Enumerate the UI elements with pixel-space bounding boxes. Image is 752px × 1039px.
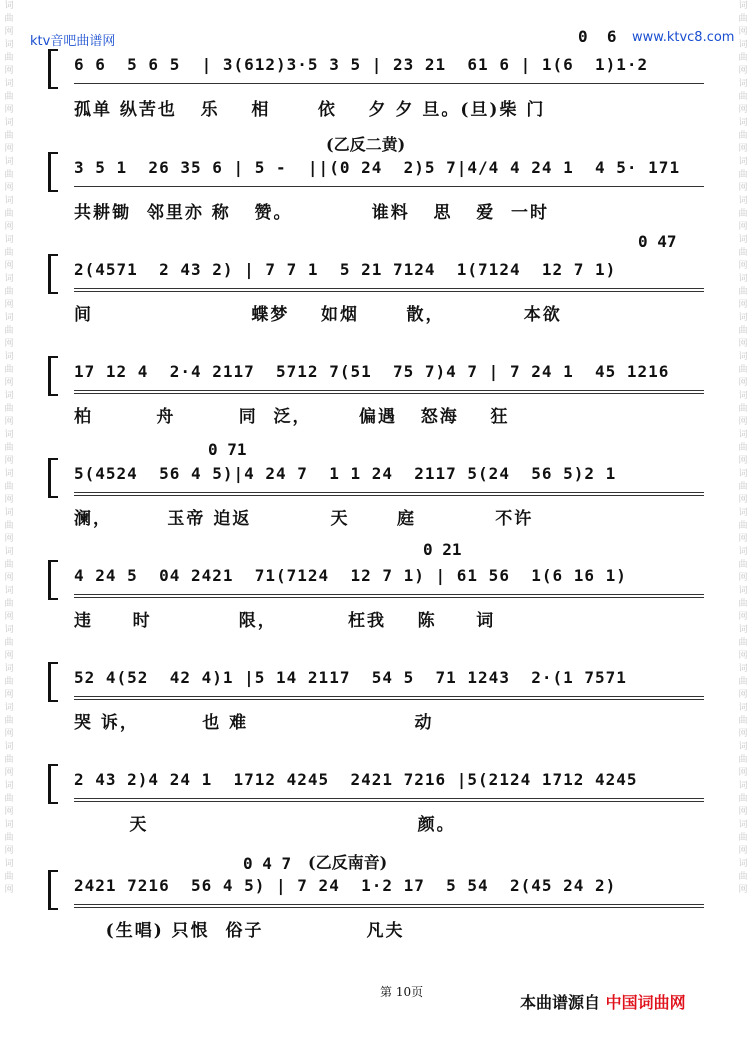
lyrics-line: 间 蝶梦 如烟 散， 本欲	[74, 305, 562, 325]
lyrics-line: 违 时 限， 枉我 陈 词	[74, 611, 496, 631]
beat-underline	[74, 492, 704, 494]
source-credit	[520, 990, 686, 1013]
lyrics-line: 天 颜。	[74, 815, 456, 835]
beat-underline	[74, 390, 704, 392]
notation-line: 2 43 2)4 24 1 1712 4245 2421 7216 |5(2124 1712 4245	[74, 770, 638, 789]
beat-underline	[74, 904, 704, 906]
site-url-right[interactable]: www.ktvc8.com	[632, 30, 735, 45]
notation-line: 4 24 5 04 2421 71(7124 12 7 1) | 61 56 1(6 16 1)	[74, 566, 627, 585]
beat-underline-double	[74, 291, 704, 293]
source-text: 本曲谱源自	[520, 993, 601, 1012]
score-row-5	[48, 440, 708, 546]
staff-bracket	[48, 49, 58, 89]
watermark-right: 词曲网词曲网词曲网词曲网词曲网词曲网词曲网词曲网词曲网词曲网词曲网词曲网词曲网词曲网词曲网词曲网词曲网词曲网词曲网词曲网词曲网词曲网词曲网	[738, 1, 748, 895]
score-row-6	[48, 540, 708, 648]
beat-underline	[74, 288, 704, 290]
beat-underline-double	[74, 907, 704, 909]
lyrics-line: 澜， 玉帝 迫返 天 庭 不许	[74, 509, 534, 529]
page-number: 第 10页	[380, 985, 424, 999]
score-row-4	[48, 352, 708, 444]
ornament-above: 0 71	[208, 440, 247, 459]
beat-underline-double	[74, 699, 704, 701]
notation-line: 17 12 4 2·4 2117 5712 7(51 75 7)4 7 | 7 24 1 45 1216	[74, 362, 670, 381]
beat-underline	[74, 696, 704, 698]
staff-bracket	[48, 560, 58, 600]
staff-bracket	[48, 662, 58, 702]
score-row-3	[48, 232, 708, 342]
staff-bracket	[48, 458, 58, 498]
lyrics-line: 哭 诉， 也 难 动	[74, 713, 434, 733]
lyrics-line: 柏 舟 同 泛， 偏遇 怒海 狂	[74, 407, 510, 427]
lyrics-line: 孤单 纵苦也 乐 相 依 夕 夕 旦。(旦)柴 门	[74, 100, 546, 120]
staff-bracket	[48, 254, 58, 294]
beat-underline-double	[74, 597, 704, 599]
score-row-8	[48, 760, 708, 852]
notation-line: 3 5 1 26 35 6 | 5 - ||(0 24 2)5 7|4/4 4 24 1 4 5· 171	[74, 158, 681, 177]
notation-line: 52 4(52 42 4)1 |5 14 2117 54 5 71 1243 2·(1 7571	[74, 668, 627, 687]
watermark-left: 词曲网词曲网词曲网词曲网词曲网词曲网词曲网词曲网词曲网词曲网词曲网词曲网词曲网词曲网词曲网词曲网词曲网词曲网词曲网词曲网词曲网词曲网词曲网	[4, 1, 14, 895]
ornament-above: 0 6	[578, 27, 617, 46]
ornament-above: 0 47	[638, 232, 677, 251]
score-row-9	[48, 853, 708, 958]
beat-underline	[74, 186, 704, 188]
ornament-above: 0 4 7	[243, 854, 292, 873]
section-label: (乙反南音)	[308, 853, 388, 872]
lyrics-line: (生唱) 只恨 俗子 凡夫	[74, 921, 405, 941]
section-label: (乙反二黄)	[326, 135, 406, 154]
beat-underline-double	[74, 393, 704, 395]
staff-bracket	[48, 764, 58, 804]
notation-line: 2421 7216 56 4 5) | 7 24 1·2 17 5 54 2(45 24 2)	[74, 876, 617, 895]
lyrics-line: 共耕锄 邻里亦 称 赞。 谁料 思 爱 一时	[74, 203, 550, 223]
source-site-link[interactable]: 中国词曲网	[605, 993, 686, 1012]
notation-line: 2(4571 2 43 2) | 7 7 1 5 21 7124 1(7124 12 7 1)	[74, 260, 617, 279]
beat-underline	[74, 798, 704, 800]
staff-bracket	[48, 356, 58, 396]
ornament-above: 0 21	[423, 540, 462, 559]
site-name-left[interactable]: ktv音吧曲谱网	[30, 34, 116, 49]
staff-bracket	[48, 870, 58, 910]
beat-underline	[74, 83, 704, 85]
score-row-7	[48, 658, 708, 750]
beat-underline-double	[74, 495, 704, 497]
notation-line: 6 6 5 6 5 | 3(612)3·5 3 5 | 23 21 61 6 | 1(6 1)1·2	[74, 55, 649, 74]
staff-bracket	[48, 152, 58, 192]
beat-underline	[74, 594, 704, 596]
score-row-2	[48, 135, 708, 240]
notation-line: 5(4524 56 4 5)|4 24 7 1 1 24 2117 5(24 56 5)2 1	[74, 464, 617, 483]
beat-underline-double	[74, 801, 704, 803]
